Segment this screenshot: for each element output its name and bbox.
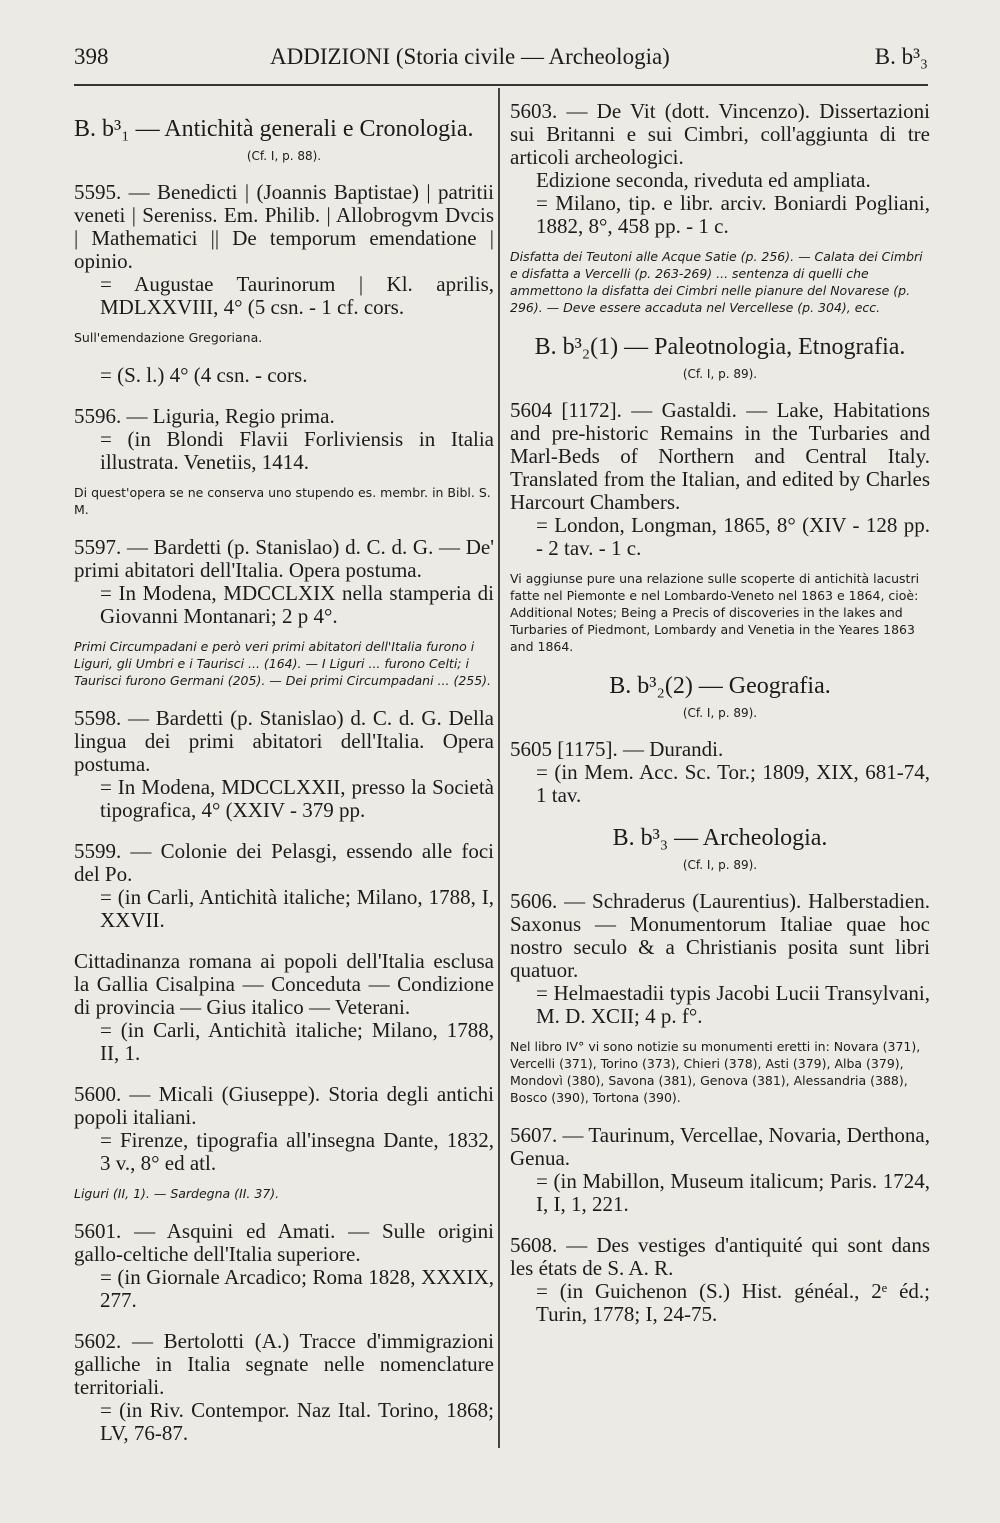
entry-imprint: = (in Giornale Arcadico; Roma 1828, XXXIX, 277. — [100, 1265, 494, 1312]
entry-text: 5605 [1175]. — Durandi. — [510, 737, 724, 761]
entry-note: Vi aggiunse pure una relazione sulle scoperte di antichità lacustri fatte nel Piemonte e nel Lombardo-Veneto nel 1863 e 1864, cioè: Additional Notes; Being a Precis of discoveries in the lakes and Turbaries of Piedmont, Lombardy and Venetia in the Yeares 1863 and 1864. — [510, 571, 920, 654]
cross-reference: (Cf. I, p. 89). — [682, 706, 758, 720]
header-rule — [74, 84, 928, 86]
entry-5608 — [510, 1234, 930, 1326]
entry-imprint: = In Modena, MDCCLXXII, presso la Società tipografica, 4° (XXIV - 379 pp. — [100, 775, 494, 822]
header-section: B. b³₃ — [874, 44, 928, 69]
section-heading-geografia: B. b³₂(2) — Geografia. — [609, 673, 831, 699]
entry-5600 — [74, 1083, 494, 1175]
entry-text: 5596. — Liguria, Regio prima. — [74, 404, 335, 428]
entry-text: 5601. — Asquini ed Amati. — Sulle origini gallo-celtiche dell'Italia superiore. — [74, 1219, 494, 1266]
right-column — [510, 100, 930, 1344]
entry-note: Liguri (II, 1). — Sardegna (II. 37). — [74, 1186, 280, 1201]
entry-imprint: = (in Mabillon, Museum italicum; Paris. 1724, I, I, 1, 221. — [536, 1169, 930, 1216]
entry-text: 5598. — Bardetti (p. Stanislao) d. C. d. G. Della lingua dei primi abitatori dell'Italia. Opera postuma. — [74, 706, 494, 776]
entry-text: 5603. — De Vit (dott. Vincenzo). Dissertazioni sui Britanni e sui Cimbri, coll'aggiunta di tre articoli archeologici. — [510, 99, 930, 169]
entry-note: Di quest'opera se ne conserva uno stupendo es. membr. in Bibl. S. M. — [74, 485, 491, 517]
entry-text: 5606. — Schraderus (Laurentius). Halberstadien. Saxonus — Monumentorum Italiae quae hoc nostro seculo & a Christianis posita sunt libri quatuor. — [510, 889, 930, 982]
entry-text: 5602. — Bertolotti (A.) Tracce d'immigrazioni galliche in Italia segnate nelle nomenclature territoriali. — [74, 1329, 494, 1399]
header-title: ADDIZIONI (Storia civile — Archeologia) — [270, 44, 670, 69]
column-divider — [498, 88, 500, 1448]
entry-5606 — [510, 890, 930, 1028]
entry-imprint: = (in Riv. Contempor. Naz Ital. Torino, 1868; LV, 76-87. — [100, 1398, 494, 1445]
cross-reference: (Cf. I, p. 89). — [682, 367, 758, 381]
entry-note: Nel libro IV° vi sono notizie su monumenti eretti in: Novara (371), Vercelli (371), Torino (373), Chieri (378), Asti (379), Alba (379), Mondovì (380), Savona (381), Genova (381), Alessandria (388), Bosco (390), Tortona (390). — [510, 1039, 921, 1105]
entry-5607 — [510, 1124, 930, 1216]
entry-text: 5607. — Taurinum, Vercellae, Novaria, Derthona, Genua. — [510, 1123, 930, 1170]
entry-5601 — [74, 1220, 494, 1312]
entry-text: 5597. — Bardetti (p. Stanislao) d. C. d. G. — De' primi abitatori dell'Italia. Opera postuma. — [74, 535, 494, 582]
entry-imprint: = Firenze, tipografia all'insegna Dante, 1832, 3 v., 8° ed atl. — [100, 1128, 494, 1175]
section-heading-paleotnologia: B. b³₂(1) — Paleotnologia, Etnografia. — [534, 334, 906, 360]
entry-imprint: = (in Carli, Antichità italiche; Milano, 1788, II, 1. — [100, 1018, 494, 1065]
entry-imprint: = Augustae Taurinorum | Kl. aprilis, MDLXXVIII, 4° (5 csn. - 1 cf. cors. — [100, 272, 494, 319]
entry-text: 5600. — Micali (Giuseppe). Storia degli antichi popoli italiani. — [74, 1082, 494, 1129]
entry-5598 — [74, 707, 494, 822]
entry-imprint: = Milano, tip. e libr. arciv. Boniardi Pogliani, 1882, 8°, 458 pp. - 1 c. — [536, 191, 930, 238]
left-column — [74, 100, 494, 1463]
entry-5602 — [74, 1330, 494, 1445]
entry-5597 — [74, 536, 494, 628]
entry-imprint: = (in Carli, Antichità italiche; Milano, 1788, I, XXVII. — [100, 885, 494, 932]
entry-5605 — [510, 738, 930, 807]
entry-text: Cittadinanza romana ai popoli dell'Italia esclusa la Gallia Cisalpina — Conceduta — Condizione di provincia — Gius italico — Veterani. — [74, 949, 494, 1019]
entry-imprint: = London, Longman, 1865, 8° (XIV - 128 pp. - 2 tav. - 1 c. — [536, 513, 930, 560]
entry-imprint: = (in Blondi Flavii Forliviensis in Italia illustrata. Venetiis, 1414. — [100, 427, 494, 474]
entry-5599b — [74, 950, 494, 1065]
entry-5599 — [74, 840, 494, 932]
entry-imprint: = (in Mem. Acc. Sc. Tor.; 1809, XIX, 681-74, 1 tav. — [536, 760, 930, 807]
section-heading-antichita: B. b³₁ — Antichità generali e Cronologia. — [74, 116, 474, 142]
entry-imprint: = (in Guichenon (S.) Hist. généal., 2ᵉ éd.; Turin, 1778; I, 24-75. — [536, 1279, 930, 1326]
entry-5596 — [74, 405, 494, 474]
running-header — [74, 44, 928, 80]
entry-5595b — [74, 364, 494, 387]
entry-imprint: = In Modena, MDCCLXIX nella stamperia di Giovanni Montanari; 2 p 4°. — [100, 581, 494, 628]
entry-note: Sull'emendazione Gregoriana. — [74, 330, 263, 345]
entry-edition: Edizione seconda, riveduta ed ampliata. — [536, 168, 871, 192]
page-number: 398 — [74, 44, 109, 69]
entry-5604 — [510, 399, 930, 560]
entry-imprint: = Helmaestadii typis Jacobi Lucii Transylvani, M. D. XCII; 4 p. f°. — [536, 981, 930, 1028]
cross-reference: (Cf. I, p. 88). — [246, 149, 322, 163]
entry-text: 5608. — Des vestiges d'antiquité qui sont dans les états de S. A. R. — [510, 1233, 930, 1280]
entry-text: 5599. — Colonie dei Pelasgi, essendo alle foci del Po. — [74, 839, 494, 886]
cross-reference: (Cf. I, p. 89). — [682, 858, 758, 872]
entry-text: 5595. — Benedicti | (Joannis Baptistae) | patritii veneti | Sereniss. Em. Philib. | Allobrogvm Dvcis | Mathematici || De temporum emendatione | opinio. — [74, 180, 494, 273]
entry-note: Primi Circumpadani e però veri primi abitatori dell'Italia furono i Liguri, gli Umbri e i Taurisci ... (164). — I Liguri ... furono Celti; i Taurisci furono Germani (205). — Dei primi Circumpadani ... (255). — [74, 639, 492, 688]
entry-note: Disfatta dei Teutoni alle Acque Satie (p. 256). — Calata dei Cimbri e disfatta a Vercelli (p. 263-269) ... sentenza di quelli che ammettono la disfatta dei Cimbri nelle pianure del Novarese (p. 296). — Deve essere accaduta nel Vercellese (p. 304), ecc. — [510, 249, 923, 315]
entry-5603 — [510, 100, 930, 238]
entry-5595 — [74, 181, 494, 319]
entry-text: 5604 [1172]. — Gastaldi. — Lake, Habitations and pre-historic Remains in the Turbaries and Marl-Beds of Northern and Central Italy. Translated from the Italian, and edited by Charles Harcourt Chambers. — [510, 398, 930, 514]
entry-imprint: = (S. l.) 4° (4 csn. - cors. — [100, 363, 308, 387]
section-heading-archeologia: B. b³₃ — Archeologia. — [612, 825, 828, 851]
